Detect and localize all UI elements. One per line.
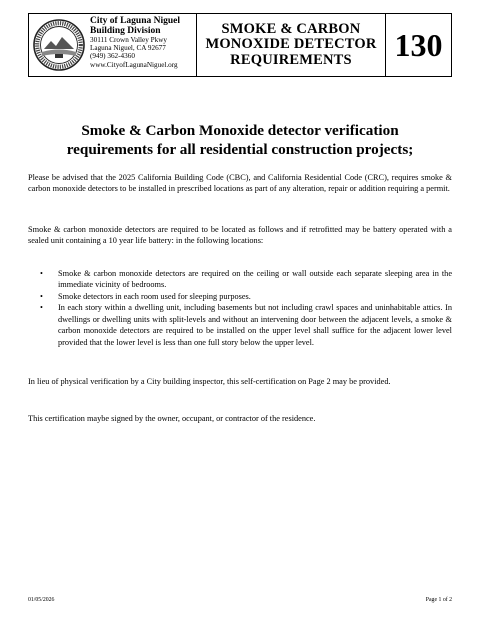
bullet-dot: • bbox=[40, 269, 43, 278]
self-certification-paragraph: In lieu of physical verification by a City building inspector, this self-certification on Page 2 may be provided. bbox=[28, 377, 391, 386]
list-item bbox=[28, 291, 452, 302]
title-line-2: MONOXIDE DETECTOR bbox=[205, 36, 377, 53]
org-name-line-2: Building Division bbox=[90, 25, 161, 36]
website-link[interactable]: www.CityofLagunaNiguel.org bbox=[90, 60, 178, 69]
main-heading bbox=[40, 121, 440, 160]
city-seal-icon bbox=[33, 19, 85, 71]
document-title bbox=[197, 14, 386, 76]
title-line-3: REQUIREMENTS bbox=[230, 51, 352, 68]
footer-page-number: Page 1 of 2 bbox=[425, 597, 452, 603]
list-item bbox=[28, 268, 452, 291]
footer-date: 01/05/2026 bbox=[28, 597, 55, 603]
location-requirements-paragraph: Smoke & carbon monoxide detectors are required to be located as follows and if retrofitted may be battery operated with a sealed unit containing a 10 year life battery: in the following locations: bbox=[28, 225, 452, 246]
document-number: 130 bbox=[394, 26, 443, 63]
list-item bbox=[28, 302, 452, 348]
org-block bbox=[29, 14, 197, 76]
detector-location-list bbox=[28, 268, 452, 348]
org-name-line-1: City of Laguna Niguel bbox=[90, 16, 180, 26]
list-item-text: Smoke detectors in each room used for sleeping purposes. bbox=[58, 291, 251, 301]
signer-paragraph: This certification maybe signed by the owner, occupant, or contractor of the residence. bbox=[28, 414, 316, 423]
document-header bbox=[28, 13, 452, 77]
list-item-text: Smoke & carbon monoxide detectors are required on the ceiling or wall outside each separate sleeping area in the immediate vicinity of bedrooms. bbox=[58, 269, 452, 290]
phone-number: (949) 362-4360 bbox=[90, 52, 135, 61]
heading-line-1: Smoke & Carbon Monoxide detector verification bbox=[81, 122, 399, 139]
org-info bbox=[90, 17, 180, 69]
bullet-dot: • bbox=[40, 291, 43, 301]
heading-line-2: requirements for all residential construction projects; bbox=[66, 141, 414, 159]
title-line-1: SMOKE & CARBON bbox=[221, 20, 361, 37]
list-item-text: In each story within a dwelling unit, including basements but not including crawl spaces and uninhabitable attics. In dwellings or dwelling units with split-levels and without an intervening door between the adjacent levels, a smoke & carbon monoxide detectors are required to be installed on the upper level shall suffice for the adjacent lower level provided that the lower level is less than one full story below the upper level. bbox=[58, 303, 452, 347]
bullet-dot: • bbox=[40, 303, 43, 313]
address-line-1: 30111 Crown Valley Pkwy bbox=[90, 36, 167, 44]
address-line-2: Laguna Niguel, CA 92677 bbox=[90, 44, 166, 53]
code-notice-paragraph: Please be advised that the 2025 California Building Code (CBC), and California Residential Code (CRC), requires smoke & carbon monoxide detectors to be installed in prescribed locations as part of any alteration, repair or addition requiring a permit. bbox=[28, 173, 452, 194]
